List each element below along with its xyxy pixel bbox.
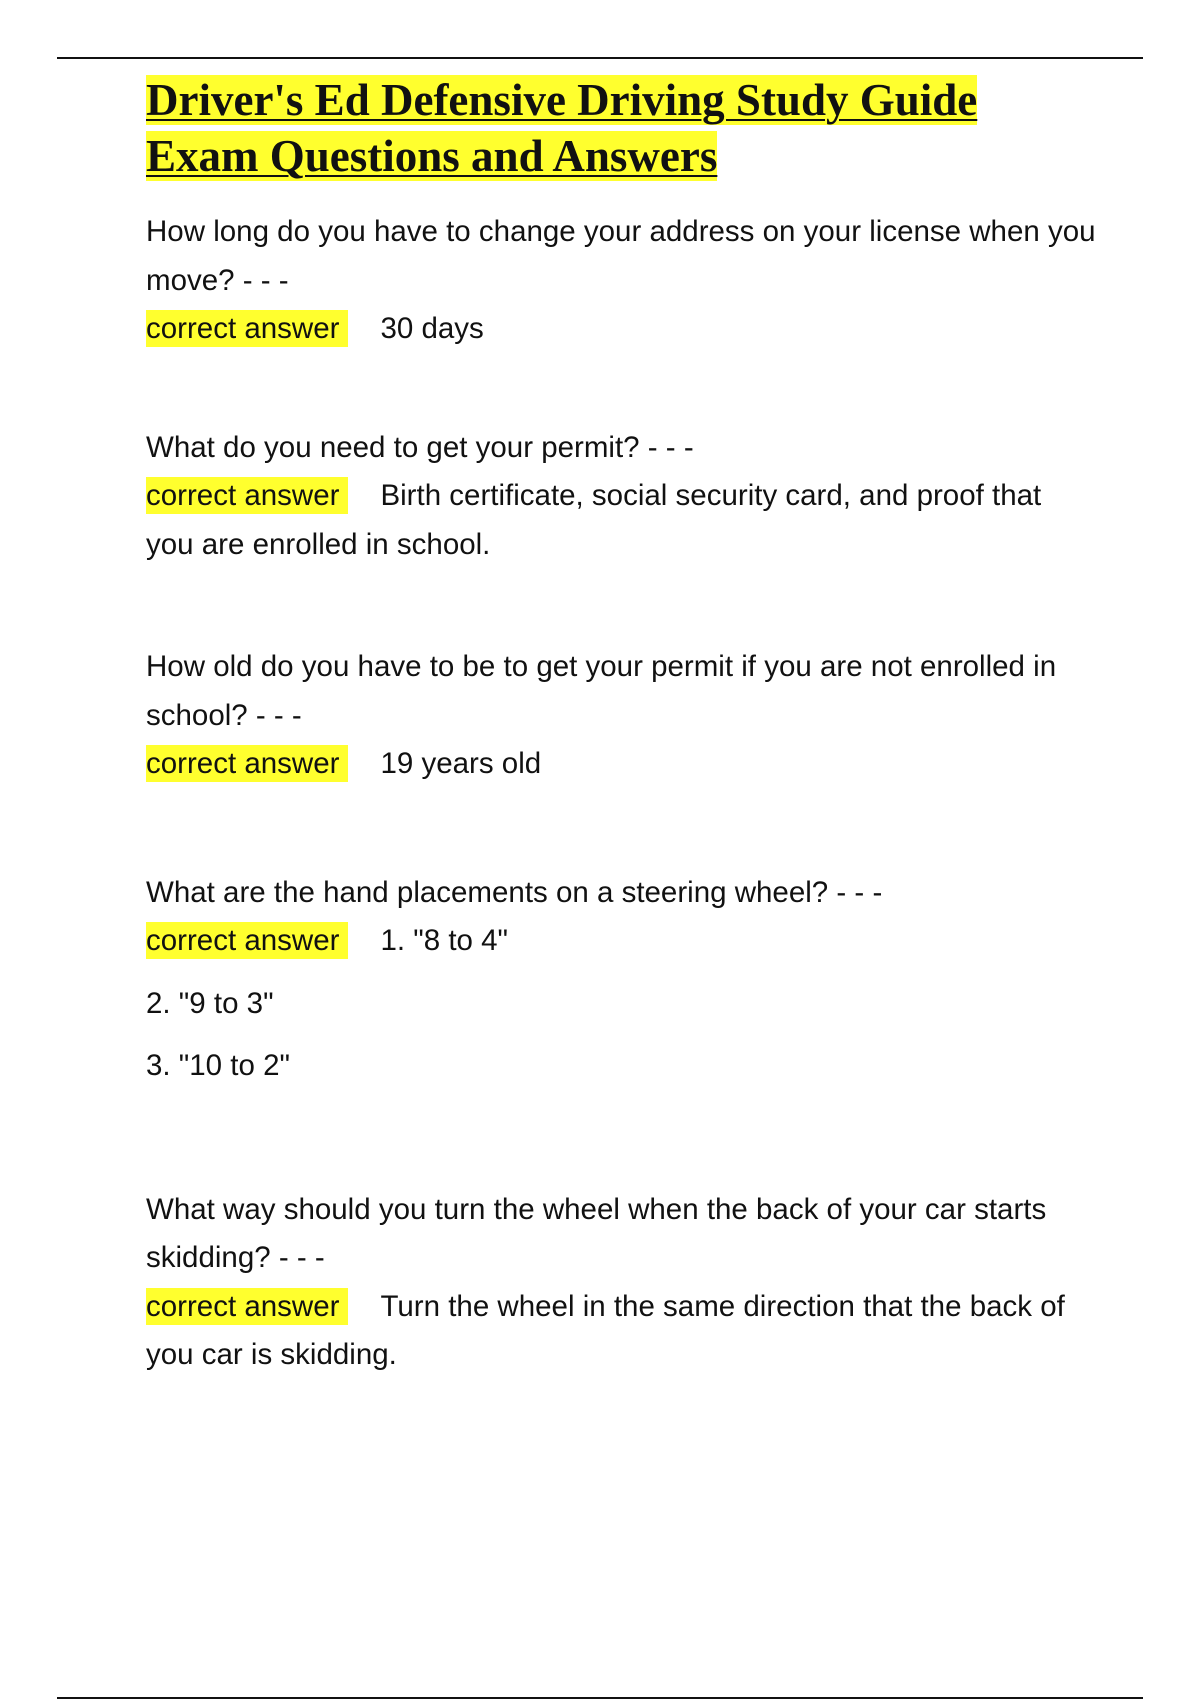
top-rule <box>57 57 1143 59</box>
document-page <box>146 72 1096 1380</box>
title-line-1: Driver's Ed Defensive Driving Study Guide <box>146 75 978 125</box>
correct-answer-label: correct answer <box>146 310 348 347</box>
qa-item-1 <box>146 208 1096 354</box>
answer-text: 30 days <box>380 312 484 345</box>
answer-text: Turn the wheel in the same direction that the back of you car is skidding. <box>146 1289 1065 1371</box>
question-text: What do you need to get your permit? - - - <box>146 430 694 464</box>
correct-answer-label: correct answer <box>146 922 348 959</box>
answer-text: Birth certificate, social security card, and proof that you are enrolled in school. <box>146 479 1042 561</box>
question-text: What way should you turn the wheel when the back of your car starts skidding? - - - <box>146 1192 1047 1274</box>
qa-item-5 <box>146 1186 1096 1380</box>
answer-text: 1. "8 to 4" <box>380 924 509 957</box>
document-title <box>146 72 1096 184</box>
answer-extra-line: 3. "10 to 2" <box>146 1049 290 1082</box>
question-text: How long do you have to change your address on your license when you move? - - - <box>146 215 1096 297</box>
answer-text: 19 years old <box>380 747 542 780</box>
qa-item-4 <box>146 869 1096 1091</box>
answer-row <box>146 472 1096 569</box>
answer-row <box>146 917 1096 966</box>
answer-row <box>146 305 1096 354</box>
answer-extra-line: 2. "9 to 3" <box>146 986 274 1020</box>
answer-row <box>146 1283 1096 1380</box>
qa-item-2 <box>146 424 1096 570</box>
question-text: What are the hand placements on a steering wheel? - - - <box>146 875 883 909</box>
answer-row <box>146 740 1096 789</box>
question-text: How old do you have to be to get your permit if you are not enrolled in school? - - - <box>146 650 1057 732</box>
correct-answer-label: correct answer <box>146 745 348 782</box>
bottom-rule <box>57 1697 1143 1699</box>
qa-item-3 <box>146 643 1096 789</box>
correct-answer-label: correct answer <box>146 477 348 514</box>
correct-answer-label: correct answer <box>146 1288 348 1325</box>
title-line-2: Exam Questions and Answers <box>146 131 718 181</box>
